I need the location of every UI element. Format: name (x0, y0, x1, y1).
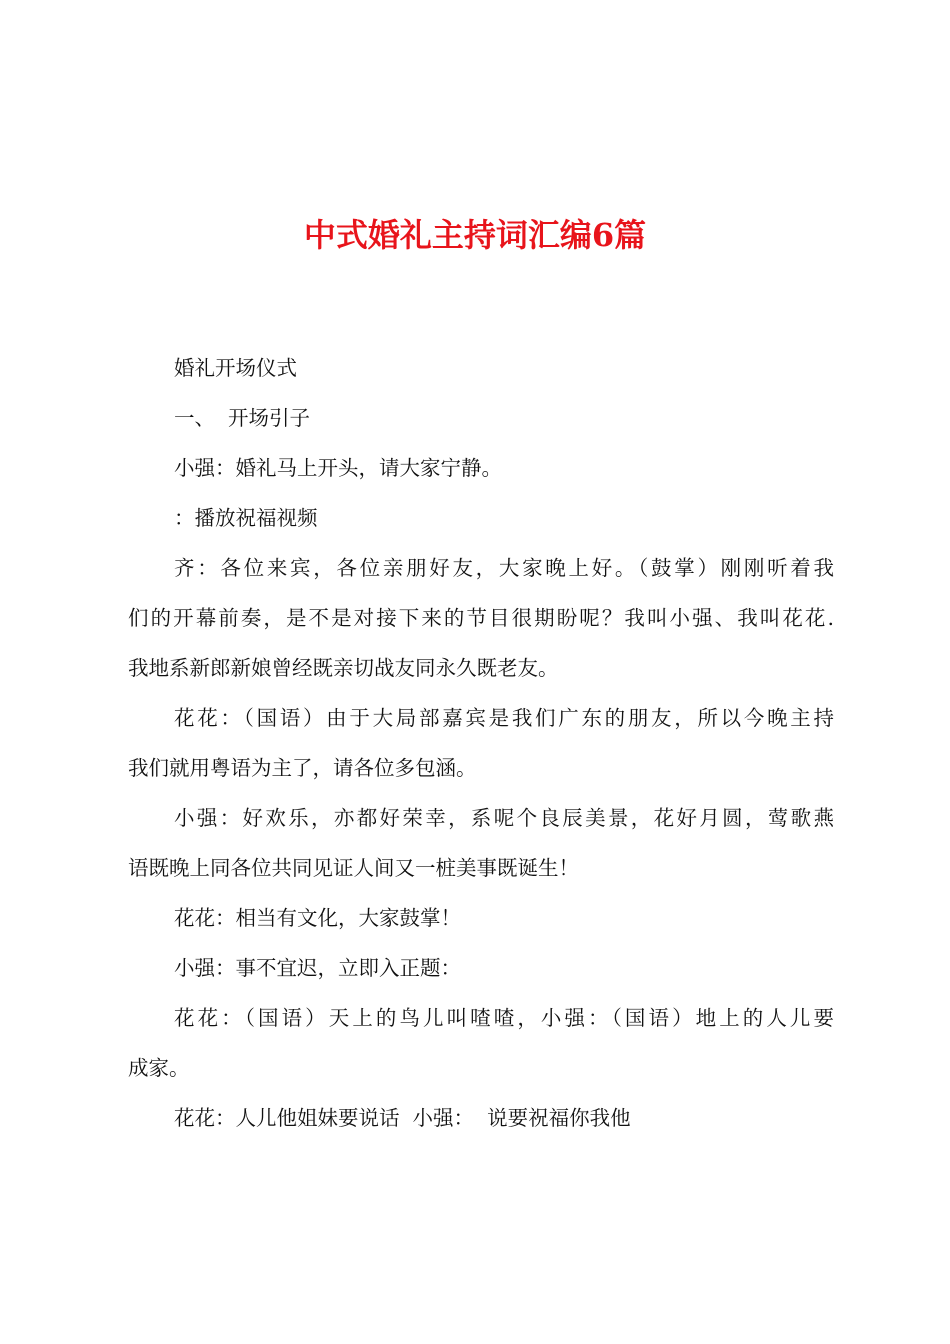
paragraph-line: 我地系新郎新娘曾经既亲切战友同永久既老友。 (128, 656, 559, 680)
paragraph-line: 们的开幕前奏，是不是对接下来的节目很期盼呢？我叫小强、我叫花花. (128, 606, 834, 630)
paragraph-line: 花花：（国语）天上的鸟儿叫喳喳，小强：（国语）地上的人儿要 (174, 1006, 834, 1030)
paragraph-line: 小强：事不宜迟，立即入正题： (174, 956, 461, 980)
subsection-heading: 一、 开场引子 (174, 406, 311, 430)
document-body (128, 343, 834, 1143)
paragraph-line: 小强：婚礼马上开头，请大家宁静。 (174, 456, 502, 480)
paragraph-line: 我们就用粤语为主了，请各位多包涵。 (128, 756, 477, 780)
document-title: 中式婚礼主持词汇编6篇 (303, 216, 647, 254)
paragraph-line: 成家。 (128, 1056, 190, 1080)
paragraph-line: 花花：相当有文化，大家鼓掌！ (174, 906, 461, 930)
paragraph-line: ：播放祝福视频 (174, 506, 318, 530)
paragraph-line: 花花：人儿他姐妹要说话 小强： 说要祝福你我他 (174, 1106, 631, 1130)
paragraph-line: 花花：（国语）由于大局部嘉宾是我们广东的朋友，所以今晚主持 (174, 706, 834, 730)
section-heading: 婚礼开场仪式 (174, 356, 297, 380)
paragraph-line: 齐：各位来宾，各位亲朋好友，大家晚上好。（鼓掌）刚刚听着我 (174, 556, 834, 580)
paragraph-line: 语既晚上同各位共同见证人间又一桩美事既诞生！ (128, 856, 579, 880)
paragraph-line: 小强：好欢乐，亦都好荣幸，系呢个良辰美景，花好月圆，莺歌燕 (174, 806, 834, 830)
